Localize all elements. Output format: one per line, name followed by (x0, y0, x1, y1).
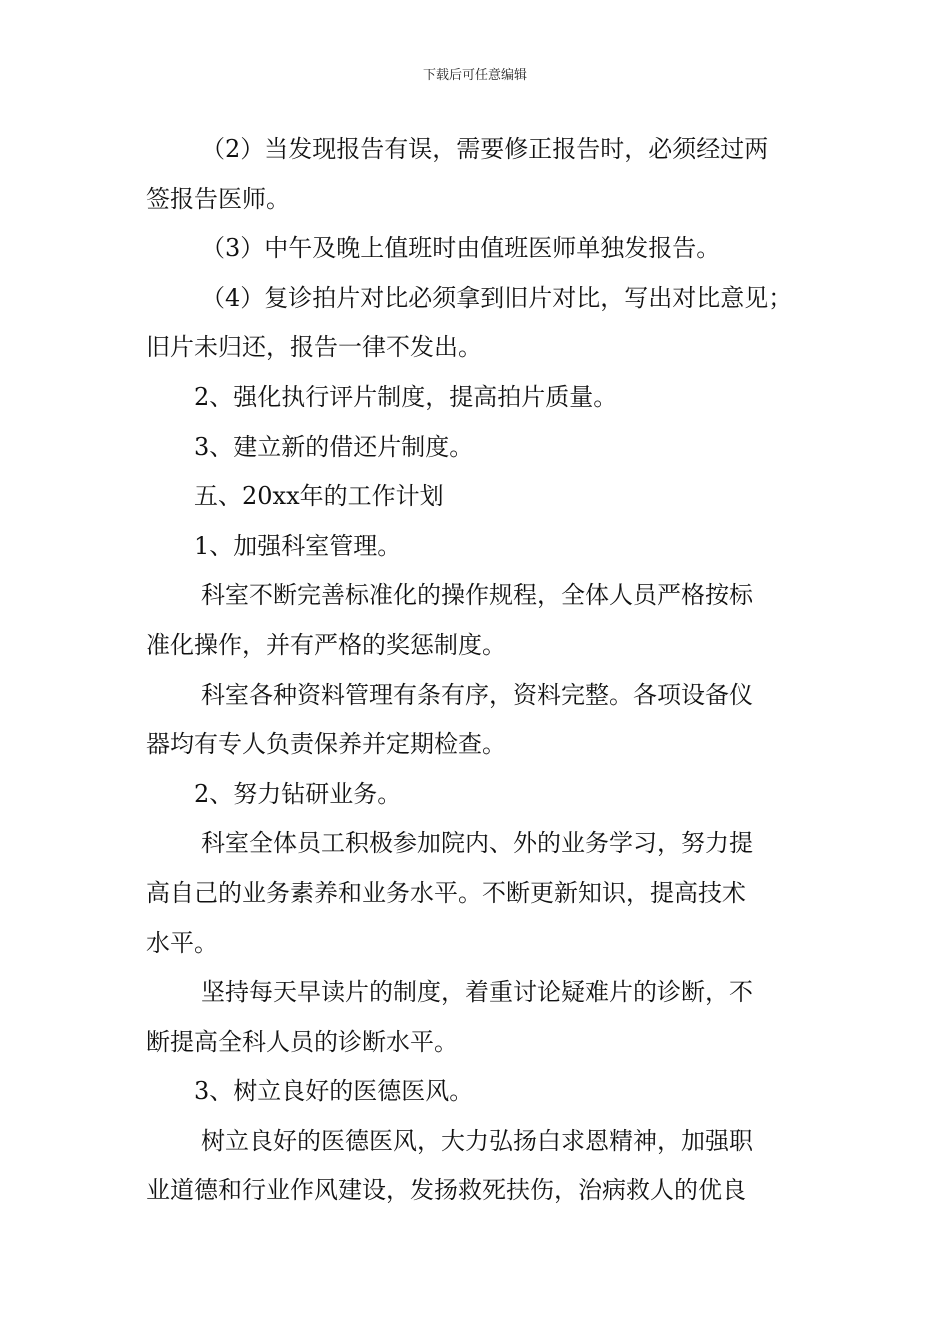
section-item: 2、强化执行评片制度，提高拍片质量。 (194, 382, 618, 411)
paragraph-line: 水平。 (146, 928, 218, 957)
section-heading: 五、20xx年的工作计划 (194, 482, 444, 511)
paragraph-line: 旧片未归还，报告一律不发出。 (146, 333, 482, 362)
section-item: 3、树立良好的医德医风。 (194, 1077, 474, 1106)
paragraph-line: 断提高全科人员的诊断水平。 (146, 1027, 458, 1056)
paragraph-line: 科室不断完善标准化的操作规程，全体人员严格按标 (201, 581, 753, 610)
section-item: 2、努力钻研业务。 (194, 779, 402, 808)
section-item: 1、加强科室管理。 (194, 531, 402, 560)
paragraph-line: 科室全体员工积极参加院内、外的业务学习，努力提 (201, 829, 753, 858)
paragraph-line: 器均有专人负责保养并定期检查。 (146, 730, 506, 759)
paragraph-line: （2）当发现报告有误，需要修正报告时，必须经过两 (201, 135, 769, 163)
paragraph-line: 业道德和行业作风建设，发扬救死扶伤，治病救人的优良 (146, 1176, 746, 1205)
paragraph-line: 坚持每天早读片的制度，着重讨论疑难片的诊断，不 (201, 978, 753, 1007)
page-header: 下载后可任意编辑 (422, 68, 527, 83)
paragraph-line: 树立良好的医德医风，大力弘扬白求恩精神，加强职 (201, 1126, 753, 1155)
document-body (146, 125, 811, 1216)
paragraph-line: 准化操作，并有严格的奖惩制度。 (146, 630, 506, 659)
section-item: 3、建立新的借还片制度。 (194, 432, 474, 461)
paragraph-line: （3）中午及晚上值班时由值班医师单独发报告。 (201, 234, 721, 263)
paragraph-line: 签报告医师。 (146, 184, 290, 213)
paragraph-line: （4）复诊拍片对比必须拿到旧片对比，写出对比意见； (201, 283, 793, 312)
paragraph-line: 高自己的业务素养和业务水平。不断更新知识，提高技术 (146, 878, 746, 907)
paragraph-line: 科室各种资料管理有条有序，资料完整。各项设备仪 (201, 680, 753, 709)
